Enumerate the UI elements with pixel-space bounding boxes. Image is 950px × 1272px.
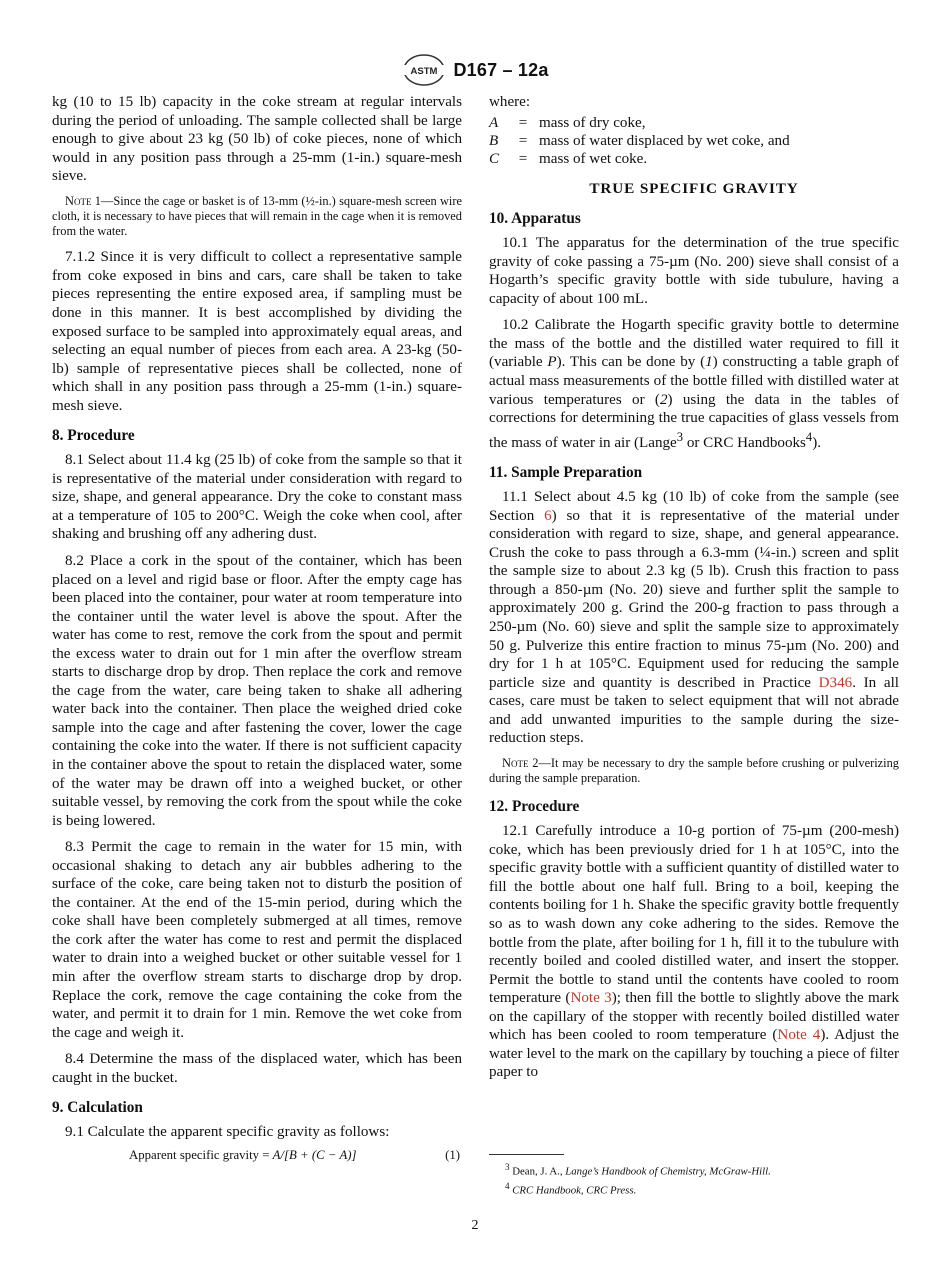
equation-label: Apparent specific gravity =: [129, 1147, 273, 1162]
where-label: where:: [489, 94, 531, 110]
footnote-author: Dean, J. A.,: [512, 1165, 566, 1178]
paragraph-10-1: 10.1 The apparatus for the determination of the true specific gravity of coke passing a 75-µm (No. 200) sieve shall consist of a Hogarth’s specific gravity bottle with side tubulure, having a capacity of about 100 mL.: [489, 235, 899, 307]
section-title-true-specific-gravity: TRUE SPECIFIC GRAVITY: [589, 180, 799, 198]
text-run: ) so that it is representative of the material under consideration with regard to size, shape, and general appearance. Crush the coke to pass through a 6.3-mm (¼-in.) screen and split the sample size to about 2.3 kg (5 lb). Crush this fraction to pass through a 850-µm (No. 20) sieve and further split the sample to approximately 200 g. Grind the 200-g fraction to pass through a 250-µm (No. 60) sieve and split the sample size to approximately 50 g. Pulverize this entire fraction to minus 75-µm (No. 200) and dry for 1 h at 105°C. Equipment used for reducing the sample particle size and quantity is described in Practice: [489, 507, 899, 691]
text-run: ). This can be done by (: [556, 354, 706, 371]
equation-body: [129, 1146, 357, 1165]
variable-p: P: [547, 354, 557, 371]
equation-number: (1): [445, 1147, 460, 1162]
footnote-number: 4: [505, 1180, 510, 1191]
paragraph-8-2: 8.2 Place a cork in the spout of the container, which has been placed on a level and rigid base or floor. After the empty cage has been placed into the container, pour water at room temperature into the container until the water level is above the spout. After the water has come to rest, remove the cork from the spout and permit the excess water to drain out for 1 min after the overflow stream starts to discharge drop by drop. Then replace the cork and remove the cage from the water, care being taken to shake all adhering water back into the container. Then place the weighed dried coke sample into the cage and after fastening the cover, lower the cage containing the coke into the water. If there is not sufficient capacity in the container above the spout to retain the displaced water, some of the water may be drawn off into a weighed bucket, or other suitable vessel, by removing the cork from the spout while the coke is being lowered.: [52, 553, 462, 829]
note-4-link[interactable]: Note 4: [777, 1027, 821, 1044]
footnote-number: 3: [505, 1162, 510, 1172]
note-2: [489, 756, 899, 786]
text-run: ) using the data in the tables of corrections for determining the true capacities of glass vessels from the mass of water in air (Lange: [489, 391, 899, 451]
paragraph-9-1: 9.1 Calculate the apparent specific gravity as follows:: [65, 1124, 390, 1141]
note-1-text: —Since the cage or basket is of 13-mm (½-in.) square-mesh screen wire cloth, it is necessary to have pieces that will remain in the cage when it is removed from the water.: [52, 193, 462, 239]
paragraph-continuation: kg (10 to 15 lb) capacity in the coke stream at regular intervals during the period of unloading. The sample collected shall be large enough to give about 23 kg (50 lb) of coke pieces, none of which would in any position pass through a 25-mm (1-in.) square-mesh sieve.: [52, 94, 462, 185]
text-run: ).: [812, 434, 822, 451]
note-1-label: Note 1: [65, 193, 101, 208]
text-run: 12.1 Carefully introduce a 10-g portion of 75-µm (200-mesh) coke, which has been previously dried for 1 h at 105°C, into the specific gravity bottle with a sufficient quantity of distilled water to fill the bottle about one half full. Bring to a boil, keeping the contents boiling for 1 h. Shake the specific gravity bottle frequently so as to wash down any coke adhering to the sides. Remove the bottle from the plate, after boiling for 1 h, fill it to the tubulure with recently boiled and cooled distilled water, and insert the stopper. Permit the bottle to stand until the contents have cooled to room temperature (: [489, 823, 899, 1007]
note-2-text: —It may be necessary to dry the sample before crushing or pulverizing during the sample preparation.: [489, 755, 899, 786]
note-2-label: Note 2: [502, 755, 539, 770]
left-column: [52, 93, 462, 1164]
heading-10-apparatus: 10. Apparatus: [489, 210, 581, 228]
logo-text: ASTM: [410, 66, 438, 77]
variable-description: mass of dry coke,: [539, 114, 646, 131]
heading-8-procedure: 8. Procedure: [52, 427, 135, 445]
astm-logo-icon: [401, 53, 447, 87]
equation-formula: A/[B + (C − A)]: [272, 1147, 357, 1162]
footnote-title: CRC Handbook, CRC Press.: [512, 1184, 637, 1197]
variable-symbol: C: [489, 150, 500, 167]
paragraph-8-3: 8.3 Permit the cage to remain in the water for 15 min, with occasional shaking to detach any air bubbles adhering to the surface of the coke, care being taken not to disturb the position of the container. At the end of the 15-min period, during which the coke shall have been completely submerged at all times, remove the cork after the water has come to rest and permit the displaced water to drain into a weighed bucket or other suitable vessel for 1 min after the overflow stream starts to discharge drop by drop. Replace the cork, remove the cage containing the coke from the water, and permit it to drain for 1 min. Remove the wet coke from the cage and weigh it.: [52, 839, 462, 1041]
variable-row: [489, 114, 899, 132]
text-run: ) constructing a table graph of actual mass measurements of the bottle filled with distilled water at various temperatures or (: [489, 354, 900, 408]
variable-row: [489, 132, 899, 150]
paragraph-12-1: [489, 822, 899, 1082]
note-1: [52, 194, 462, 240]
practice-d346-link[interactable]: D346: [818, 674, 853, 691]
text-run: ); then fill the bottle to slightly above the mark on the capillary of the stopper with recently boiled distilled water which has been cooled to room temperature (: [489, 990, 900, 1044]
paragraph-7-1-2: 7.1.2 Since it is very difficult to collect a representative sample from coke exposed in bins and cars, care shall be taken to take pieces representing the entire exposed area, if sampling must be done in this manner. It is best accomplished by dividing the exposed surface to be sampled into approximately equal areas, and selecting an equal number of pieces from each area. A 23-kg (50-lb) sample of representative pieces shall be collected, none of which shall in any position pass through a 25-mm (1-in.) square-mesh sieve.: [52, 249, 462, 414]
footnote-4: [489, 1179, 899, 1198]
text-run: 11.1 Select about 4.5 kg (10 lb) of coke from the sample (see Section: [489, 489, 899, 524]
footnote-3: [489, 1160, 899, 1179]
section-6-link[interactable]: 6: [544, 507, 552, 524]
text-run: . In all cases, care must be taken to select equipment that will not abrade and add unwanted impurities to the sample during the size-reduction steps.: [489, 674, 899, 747]
heading-11-sample-preparation: 11. Sample Preparation: [489, 464, 643, 482]
text-run: or CRC Handbooks: [683, 434, 806, 451]
standard-designation: D167 – 12a: [453, 59, 549, 80]
page-number: 2: [471, 1218, 479, 1233]
text-run: ). Adjust the water level to the mark on the capillary by touching a piece of filter paper to: [489, 1027, 899, 1081]
variable-row: [489, 150, 899, 168]
variable-description: mass of water displaced by wet coke, and: [539, 132, 790, 149]
footnote-title: Lange’s Handbook of Chemistry, McGraw-Hill.: [565, 1165, 771, 1178]
footnote-ref[interactable]: 4: [805, 429, 813, 444]
text-run: 10.2 Calibrate the Hogarth specific gravity bottle to determine the mass of the bottle and the distilled water required to fill it (variable: [489, 317, 899, 371]
footnote-divider: [489, 1154, 564, 1155]
variable-equals: =: [518, 114, 528, 131]
heading-12-procedure: 12. Procedure: [489, 798, 580, 816]
heading-9-calculation: 9. Calculation: [52, 1099, 143, 1117]
paragraph-8-4: 8.4 Determine the mass of the displaced water, which has been caught in the bucket.: [52, 1051, 462, 1086]
paragraph-11-1: [489, 488, 899, 748]
variable-symbol: B: [489, 132, 499, 149]
variable-list: [489, 114, 899, 169]
note-3-link[interactable]: Note 3: [570, 990, 612, 1007]
footnote-ref[interactable]: 3: [676, 429, 684, 444]
footnotes: [489, 1160, 899, 1197]
item-number: 1: [705, 354, 713, 371]
paragraph-8-1: 8.1 Select about 11.4 kg (25 lb) of coke from the sample so that it is representative of the material under consideration with regard to size, shape, and general appearance. Dry the coke to constant mass at a temperature of 105 to 200°C. Weigh the coke when cool, after shaking and brushing off any adhering dust.: [52, 452, 462, 543]
variable-symbol: A: [489, 114, 499, 131]
right-column: [489, 93, 899, 1090]
item-number: 2: [659, 391, 668, 408]
page-header: [0, 50, 950, 90]
equation-1: [52, 1146, 462, 1165]
paragraph-10-2: [489, 316, 899, 452]
variable-description: mass of wet coke.: [539, 150, 648, 167]
variable-equals: =: [518, 132, 528, 149]
variable-equals: =: [518, 150, 528, 167]
